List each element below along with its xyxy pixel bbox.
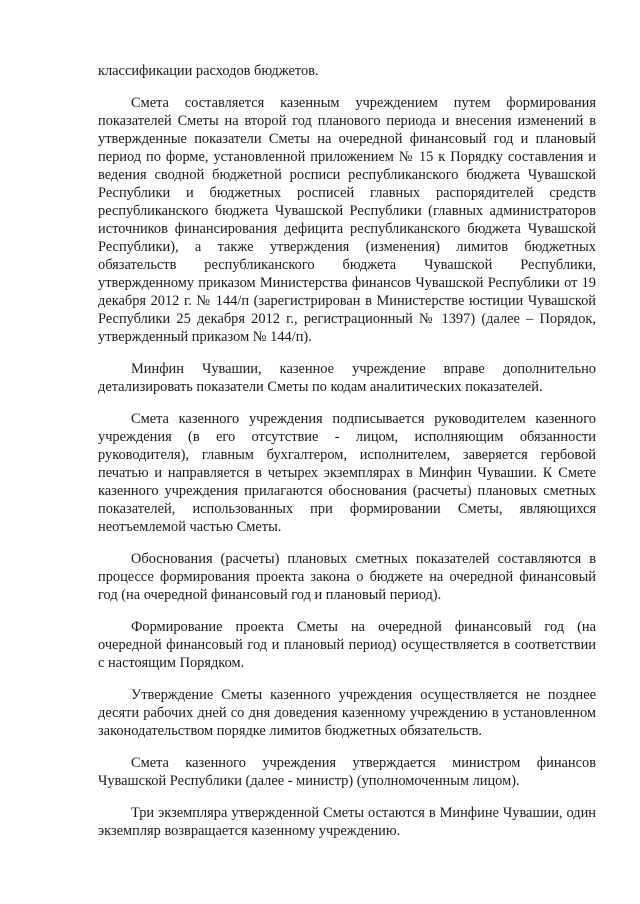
paragraph-detailing: Минфин Чувашии, казенное учреждение вправе дополнительно детализировать показатели Сметы по кодам аналитических показателей. [98, 361, 596, 395]
paragraph-estimate-preparation: Смета составляется казенным учреждением путем формирования показателей Сметы на второй год планового периода и внесения изменений в утвержденные показатели Сметы на очередной финансовый год и плановый период по форме, установленной приложением № 15 к Порядку составления и ведения сводной бюджетной росписи республиканского бюджета Чувашской Республики и бюджетных росписей главных распорядителей средств республиканского бюджета Чувашской Республики (главных администраторов источников финансирования дефицита республиканского бюджета Чувашской Республики), а также утверждения (изменения) лимитов бюджетных обязательств республиканского бюджета Чувашской Республики, утвержденному приказом Министерства финансов Чувашской Республики от 19 декабря 2012 г. № 144/п (зарегистрирован в Министерстве юстиции Чувашской Республики 25 декабря 2012 г., регистрационный № 1397) (далее – Порядок, утвержденный приказом № 144/п). [98, 95, 596, 345]
paragraph-approval-deadline: Утверждение Сметы казенного учреждения осуществляется не позднее десяти рабочих дней со дня доведения казенному учреждению в установленном законодательством порядке лимитов бюджетных обязательств. [98, 687, 596, 739]
paragraph-signing: Смета казенного учреждения подписывается руководителем казенного учреждения (в его отсутствие - лицом, исполняющим обязанности руководителя), главным бухгалтером, исполнителем, заверяется гербовой печатью и направляется в четырех экземплярах в Минфин Чувашии. К Смете казенного учреждения прилагаются обоснования (расчеты) плановых сметных показателей, использованных при формировании Сметы, являющихся неотъемлемой частью Сметы. [98, 411, 596, 535]
paragraph-approval-authority: Смета казенного учреждения утверждается министром финансов Чувашской Республики (далее - министр) (уполномоченным лицом). [98, 755, 596, 789]
document-page [98, 62, 596, 840]
paragraph-continuation: классификации расходов бюджетов. [98, 63, 319, 79]
paragraph-copies: Три экземпляра утвержденной Сметы остаются в Минфине Чувашии, один экземпляр возвращается казенному учреждению. [98, 805, 596, 839]
paragraph-justifications: Обоснования (расчеты) плановых сметных показателей составляются в процессе формирования проекта закона о бюджете на очередной финансовый год (на очередной финансовый год и плановый период). [98, 551, 596, 603]
paragraph-draft-formation: Формирование проекта Сметы на очередной финансовый год (на очередной финансовый год и плановый период) осуществляется в соответствии с настоящим Порядком. [98, 619, 596, 671]
